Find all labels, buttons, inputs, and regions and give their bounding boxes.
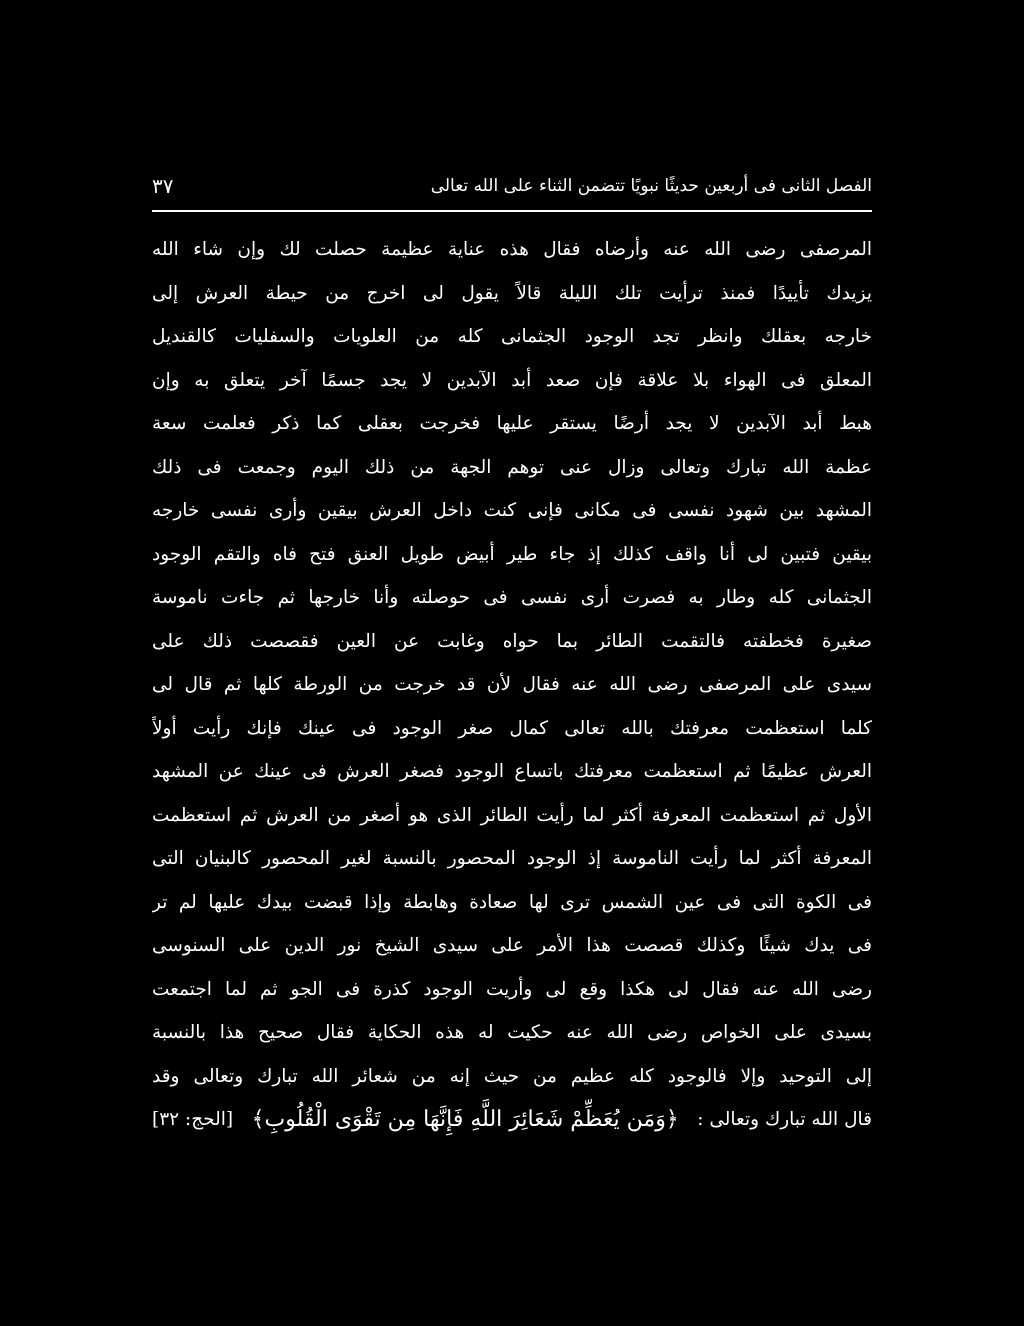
text-line: صغيرة فخطفته فالتقمت الطائر بما حواه وغابت عن العين فقصصت ذلك على: [152, 630, 872, 652]
text-line: إلى التوحيد وإلا فالوجود كله عظيم من حيث إنه من شعائر الله تبارك وتعالى وقد: [152, 1065, 872, 1087]
text-line: بسيدى على الخواص رضى الله عنه حكيت له هذه الحكاية فقال صحيح هذا بالنسبة: [152, 1022, 872, 1043]
text-line: المعرفة أكثر لما رأيت الناموسة إذ الوجود المحصور بالنسبة لغير المحصور كالبنيان التى: [152, 848, 872, 869]
verse-citation: [الحج: ٣٢]: [152, 1109, 234, 1131]
text-line: سيدى على المرصفى رضى الله عنه فقال لأن قد خرجت من الورطة كلها ثم قال لى: [152, 674, 872, 695]
text-line: فى الكوة التى فى عين الشمس ترى لها صعادة وهابطة وإذا قبضت بيدك عليها لم تر: [152, 891, 872, 913]
text-line: الجثمانى كله وطار به فصرت أرى نفسى فى حوصلته وأنا خارجها ثم جاءت ناموسة: [152, 587, 872, 608]
text-line: العرش عظيمًا ثم استعظمت معرفتك باتساع الوجود فصغر العرش فى عينك عن المشهد: [152, 761, 872, 782]
text-line: بيقين فتبين لى أنا واقف كذلك إذ جاء طير أبيض طويل العنق فتح فاه والتقم الوجود: [152, 543, 872, 565]
page-number: ٣٧: [152, 174, 174, 198]
text-line: خارجه بعقلك وانظر تجد الوجود الجثمانى كله من العلويات والسفليات كالقنديل: [152, 326, 872, 347]
text-line: عظمة الله تبارك وتعالى وزال عنى توهم الجهة من ذلك اليوم وجمعت فى ذلك: [152, 456, 872, 478]
text-line: الأول ثم استعظمت المعرفة أكثر لما رأيت الطائر الذى هو أصغر من العرش ثم استعظمت: [152, 804, 872, 826]
body-text: [152, 228, 872, 1142]
verse-intro: قال الله تبارك وتعالى :: [697, 1109, 872, 1131]
running-header: [152, 170, 872, 206]
chapter-title: الفصل الثانى فى أربعين حديثًا نبويًا تتضمن الثناء على الله تعالى: [430, 176, 872, 196]
text-line: فى يدك شيئًا وكذلك قصصت هذا الأمر على سيدى الشيخ نور الدين على السنوسى: [152, 935, 872, 956]
text-line: هبط أبد الآبدين لا يجد أرضًا يستقر عليها فخرجت بعقلى كما ذكر فعلمت سعة: [152, 413, 872, 434]
text-line: كلما استعظمت معرفتك بالله تعالى كمال صغر الوجود فى عينك فإنك رأيت أولاً: [152, 717, 872, 739]
text-line: المشهد بين شهود نفسى فى مكانى فإنى كنت داخل العرش بيقين وأرى نفسى خارجه: [152, 500, 872, 521]
text-line: يزيدك تأييدًا فمنذ ترأيت تلك الليلة قالاً يقول لى اخرج من حيطة العرش إلى: [152, 282, 872, 304]
text-line: رضى الله عنه فقال لى هكذا وقع لى وأريت الوجود كذرة فى الجو ثم لما اجتمعت: [152, 978, 872, 1000]
text-line: المعلق فى الهواء بلا علاقة فإن صعد أبد الآبدين لا يجد جسمًا آخر يتعلق به وإن: [152, 369, 872, 391]
text-line: المرصفى رضى الله عنه وأرضاه فقال هذه عناية عظيمة حصلت لك وإن شاء الله: [152, 239, 872, 260]
quran-verse: ﴿وَمَن يُعَظِّمْ شَعَائِرَ اللَّهِ فَإِنَّهَا مِن تَقْوَى الْقُلُوبِ﴾: [251, 1107, 679, 1133]
quran-verse-line: [152, 1098, 872, 1142]
header-divider: [152, 210, 872, 212]
